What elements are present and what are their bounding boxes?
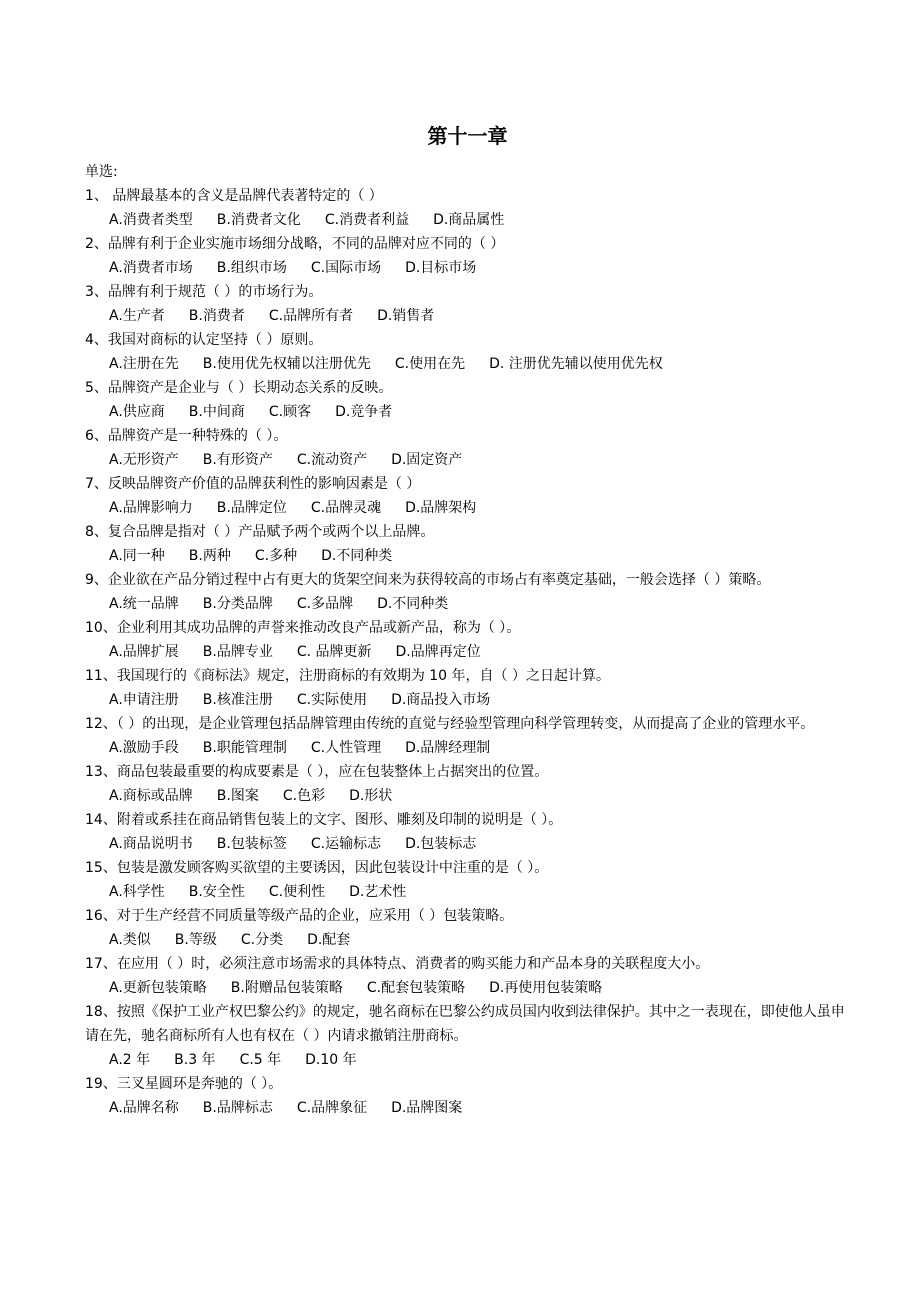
question-text: 19、三叉星圆环是奔驰的（ ）。 — [85, 1076, 283, 1092]
question-text: 6、品牌资产是一种特殊的（ ）。 — [85, 428, 288, 444]
option-row — [85, 928, 850, 952]
answer-option: C.色彩 — [282, 788, 326, 804]
answer-option: C.实际使用 — [296, 692, 368, 708]
question-text: 15、包装是激发顾客购买欲望的主要诱因，因此包装设计中注重的是（ ）。 — [85, 860, 549, 876]
answer-option: D.目标市场 — [405, 260, 477, 276]
answer-option: B.安全性 — [188, 884, 245, 900]
answer-option: A.类似 — [109, 932, 151, 948]
answer-option: A.生产者 — [109, 308, 165, 324]
question-text: 4、我国对商标的认定坚持（ ）原则。 — [85, 332, 323, 348]
answer-option: C.配套包装策略 — [366, 980, 466, 996]
answer-option: A.2 年 — [109, 1052, 151, 1068]
question-item — [85, 376, 850, 424]
option-row — [85, 976, 850, 1000]
answer-option: D.包装标志 — [405, 836, 477, 852]
question-item — [85, 760, 850, 808]
answer-option: D.竞争者 — [335, 404, 393, 420]
question-text: 7、反映品牌资产价值的品牌获利性的影响因素是（ ） — [85, 476, 421, 492]
answer-option: B.分类品牌 — [202, 596, 273, 612]
answer-option: D.品牌经理制 — [405, 740, 491, 756]
option-row — [85, 784, 850, 808]
answer-option: B.品牌定位 — [216, 500, 287, 516]
answer-option: A.更新包装策略 — [109, 980, 207, 996]
answer-option: C.人性管理 — [310, 740, 382, 756]
answer-option: B.包装标签 — [216, 836, 287, 852]
question-text: 3、品牌有利于规范（ ）的市场行为。 — [85, 284, 323, 300]
answer-option: D.品牌再定位 — [395, 644, 481, 660]
question-item — [85, 664, 850, 712]
answer-option: A.商标或品牌 — [109, 788, 193, 804]
question-item — [85, 424, 850, 472]
question-item — [85, 856, 850, 904]
answer-option: C. 品牌更新 — [296, 644, 372, 660]
answer-option: B.使用优先权辅以注册优先 — [202, 356, 371, 372]
option-row — [85, 256, 850, 280]
answer-option: C.品牌灵魂 — [310, 500, 382, 516]
question-text: 16、对于生产经营不同质量等级产品的企业，应采用（ ）包装策略。 — [85, 908, 514, 924]
answer-option: C.多种 — [254, 548, 298, 564]
answer-option: D.配套 — [307, 932, 351, 948]
answer-option: D.再使用包装策略 — [489, 980, 603, 996]
question-item — [85, 472, 850, 520]
answer-option: D. 注册优先辅以使用优先权 — [489, 356, 663, 372]
question-text: 2、品牌有利于企业实施市场细分战略，不同的品牌对应不同的（ ） — [85, 236, 505, 252]
question-item — [85, 952, 850, 1000]
answer-option: D.形状 — [349, 788, 393, 804]
answer-option: D.不同种类 — [321, 548, 393, 564]
answer-option: D.商品属性 — [433, 212, 505, 228]
answer-option: A.消费者市场 — [109, 260, 193, 276]
answer-option: B.品牌标志 — [202, 1100, 273, 1116]
option-row — [85, 448, 850, 472]
answer-option: C.运输标志 — [310, 836, 382, 852]
question-text: 14、附着或系挂在商品销售包装上的文字、图形、雕刻及印制的说明是（ ）。 — [85, 812, 563, 828]
answer-option: B.中间商 — [188, 404, 245, 420]
question-text: 9、企业欲在产品分销过程中占有更大的货架空间来为获得较高的市场占有率奠定基础，一般会选择（ ）策略。 — [85, 572, 771, 588]
answer-option: C.消费者利益 — [324, 212, 410, 228]
section-label: 单选: — [85, 164, 118, 180]
answer-option: D.不同种类 — [377, 596, 449, 612]
answer-option: C.使用在先 — [394, 356, 466, 372]
answer-option: A.激励手段 — [109, 740, 179, 756]
answer-option: B.3 年 — [174, 1052, 216, 1068]
question-text: 8、复合品牌是指对（ ）产品赋予两个或两个以上品牌。 — [85, 524, 435, 540]
answer-option: A.品牌名称 — [109, 1100, 179, 1116]
question-text: 11、我国现行的《商标法》规定，注册商标的有效期为 10 年，自（ ）之日起计算。 — [85, 668, 610, 684]
option-row — [85, 592, 850, 616]
question-text: 10、企业利用其成功品牌的声誉来推动改良产品或新产品，称为（ ）。 — [85, 620, 521, 636]
question-item — [85, 1072, 850, 1120]
answer-option: C.分类 — [240, 932, 284, 948]
answer-option: B.消费者 — [188, 308, 245, 324]
question-text: 13、商品包装最重要的构成要素是（ ），应在包装整体上占据突出的位置。 — [85, 764, 549, 780]
answer-option: C.品牌所有者 — [268, 308, 354, 324]
question-item — [85, 616, 850, 664]
option-row — [85, 352, 850, 376]
answer-option: B.图案 — [216, 788, 259, 804]
answer-option: B.组织市场 — [216, 260, 287, 276]
question-text: 18、按照《保护工业产权巴黎公约》的规定，驰名商标在巴黎公约成员国内收到法律保护。其中之一表现在，即使他人虽申请在先，驰名商标所有人也有权在（ ）内请求撤销注册商标。 — [85, 1004, 845, 1044]
answer-option: B.职能管理制 — [202, 740, 287, 756]
option-row — [85, 1096, 850, 1120]
question-list — [85, 184, 850, 1120]
option-row — [85, 544, 850, 568]
answer-option: B.核准注册 — [202, 692, 273, 708]
answer-option: A.同一种 — [109, 548, 165, 564]
answer-option: C.多品牌 — [296, 596, 354, 612]
answer-option: C.品牌象征 — [296, 1100, 368, 1116]
option-row — [85, 832, 850, 856]
answer-option: D.艺术性 — [349, 884, 407, 900]
option-row — [85, 400, 850, 424]
answer-option: B.两种 — [188, 548, 231, 564]
answer-option: D.商品投入市场 — [391, 692, 491, 708]
answer-option: B.品牌专业 — [202, 644, 273, 660]
option-row — [85, 208, 850, 232]
answer-option: B.等级 — [174, 932, 217, 948]
answer-option: B.消费者文化 — [216, 212, 301, 228]
question-item — [85, 520, 850, 568]
option-row — [85, 304, 850, 328]
answer-option: C.顾客 — [268, 404, 312, 420]
answer-option: A.科学性 — [109, 884, 165, 900]
answer-option: D.固定资产 — [391, 452, 463, 468]
question-text: 5、品牌资产是企业与（ ）长期动态关系的反映。 — [85, 380, 393, 396]
answer-option: D.10 年 — [305, 1052, 357, 1068]
question-item — [85, 280, 850, 328]
option-row — [85, 640, 850, 664]
answer-option: A.品牌扩展 — [109, 644, 179, 660]
question-item — [85, 184, 850, 232]
question-text: 17、在应用（ ）时，必须注意市场需求的具体特点、消费者的购买能力和产品本身的关联程度大小。 — [85, 956, 710, 972]
question-item — [85, 328, 850, 376]
answer-option: A.申请注册 — [109, 692, 179, 708]
option-row — [85, 688, 850, 712]
option-row — [85, 496, 850, 520]
option-row — [85, 880, 850, 904]
question-item — [85, 568, 850, 616]
answer-option: C.流动资产 — [296, 452, 368, 468]
answer-option: A.无形资产 — [109, 452, 179, 468]
answer-option: C.5 年 — [239, 1052, 282, 1068]
question-item — [85, 904, 850, 952]
option-row — [85, 736, 850, 760]
answer-option: D.品牌图案 — [391, 1100, 463, 1116]
question-text: 12、（ ）的出现，是企业管理包括品牌管理由传统的直觉与经验型管理向科学管理转变，从而提高了企业的管理水平。 — [85, 716, 815, 732]
answer-option: A.商品说明书 — [109, 836, 193, 852]
answer-option: A.品牌影响力 — [109, 500, 193, 516]
question-item — [85, 712, 850, 760]
answer-option: D.品牌架构 — [405, 500, 477, 516]
answer-option: A.注册在先 — [109, 356, 179, 372]
answer-option: A.供应商 — [109, 404, 165, 420]
answer-option: A.消费者类型 — [109, 212, 193, 228]
answer-option: C.国际市场 — [310, 260, 382, 276]
answer-option: D.销售者 — [377, 308, 435, 324]
answer-option: B.附赠品包装策略 — [230, 980, 343, 996]
question-item — [85, 808, 850, 856]
question-item — [85, 1000, 850, 1072]
question-item — [85, 232, 850, 280]
answer-option: B.有形资产 — [202, 452, 273, 468]
answer-option: C.便利性 — [268, 884, 326, 900]
question-text: 1、 品牌最基本的含义是品牌代表著特定的（ ） — [85, 188, 383, 204]
option-row — [85, 1048, 850, 1072]
answer-option: A.统一品牌 — [109, 596, 179, 612]
chapter-title: 第十一章 — [427, 124, 508, 148]
